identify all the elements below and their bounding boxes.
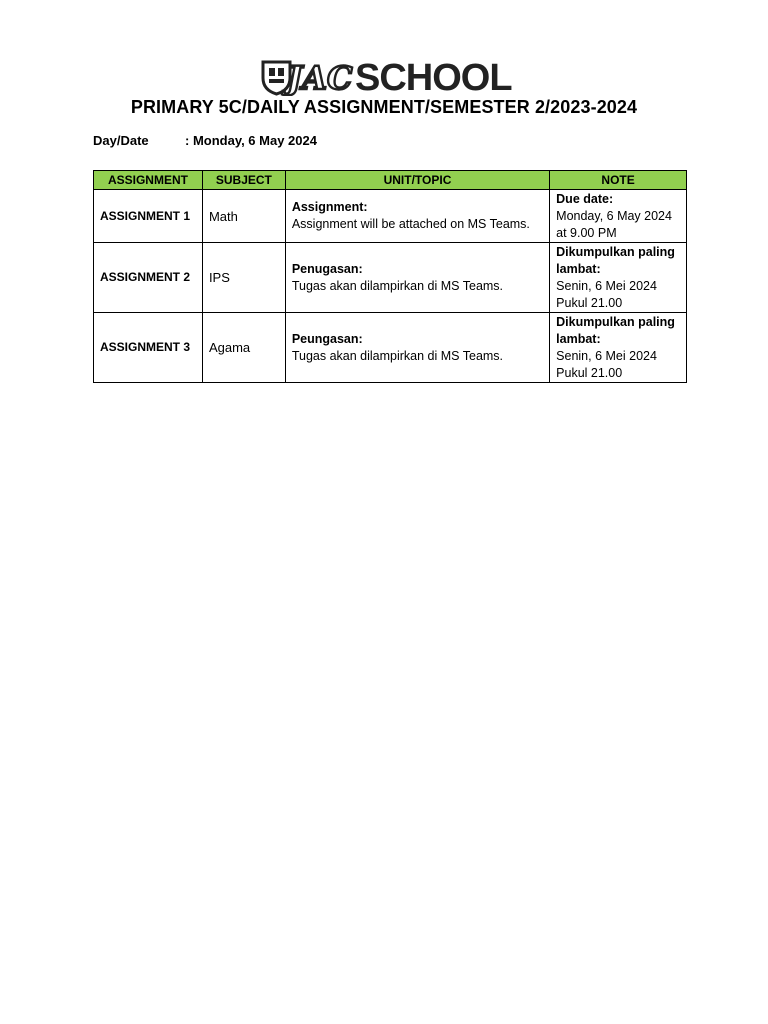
header-subject: SUBJECT [202, 171, 285, 190]
day-date-label: Day/Date [93, 133, 149, 148]
table-header-row [94, 171, 687, 190]
table-row [94, 190, 687, 243]
shield-icon [263, 62, 290, 94]
topic-cell [285, 190, 549, 243]
note-cell [550, 313, 687, 383]
header-assignment: ASSIGNMENT [94, 171, 203, 190]
note-line2: at 9.00 PM [556, 225, 617, 240]
topic-text: Tugas akan dilampirkan di MS Teams. [291, 278, 504, 293]
note-line1: Senin, 6 Mei 2024 [556, 278, 657, 293]
table-row [94, 313, 687, 383]
topic-text: Tugas akan dilampirkan di MS Teams. [291, 348, 504, 363]
assignment-table [93, 170, 687, 383]
note-line2: Pukul 21.00 [556, 365, 623, 380]
topic-cell [285, 313, 549, 383]
logo-jac-text: JAC [287, 59, 353, 96]
note-line2: Pukul 21.00 [556, 295, 623, 310]
note-title: Due date: [556, 191, 614, 206]
assignment-cell: ASSIGNMENT 2 [94, 243, 203, 313]
topic-text: Assignment will be attached on MS Teams. [291, 217, 530, 231]
note-line1: Senin, 6 Mei 2024 [556, 348, 657, 363]
topic-title: Assignment: [291, 200, 368, 214]
topic-cell [285, 243, 549, 313]
subject-cell: IPS [202, 243, 285, 313]
note-cell [550, 243, 687, 313]
header-unit-topic: UNIT/TOPIC [285, 171, 549, 190]
logo-graphic [260, 56, 512, 96]
note-title: Dikumpulkan paling lambat: [556, 244, 675, 276]
note-line1: Monday, 6 May 2024 [556, 208, 672, 223]
topic-title: Penugasan: [291, 261, 363, 276]
table-row [94, 243, 687, 313]
subject-cell: Agama [202, 313, 285, 383]
page-title: PRIMARY 5C/DAILY ASSIGNMENT/SEMESTER 2/2023-2024 [130, 97, 638, 117]
assignment-cell: ASSIGNMENT 1 [94, 190, 203, 243]
note-cell [550, 190, 687, 243]
assignment-cell: ASSIGNMENT 3 [94, 313, 203, 383]
day-date-value: : Monday, 6 May 2024 [185, 133, 317, 148]
note-title: Dikumpulkan paling lambat: [556, 314, 675, 346]
header-note: NOTE [550, 171, 687, 190]
topic-title: Peungasan: [291, 331, 363, 346]
school-logo [260, 56, 512, 96]
day-date-row [93, 133, 317, 148]
subject-cell: Math [202, 190, 285, 243]
logo-school-text: SCHOOL [355, 57, 512, 96]
